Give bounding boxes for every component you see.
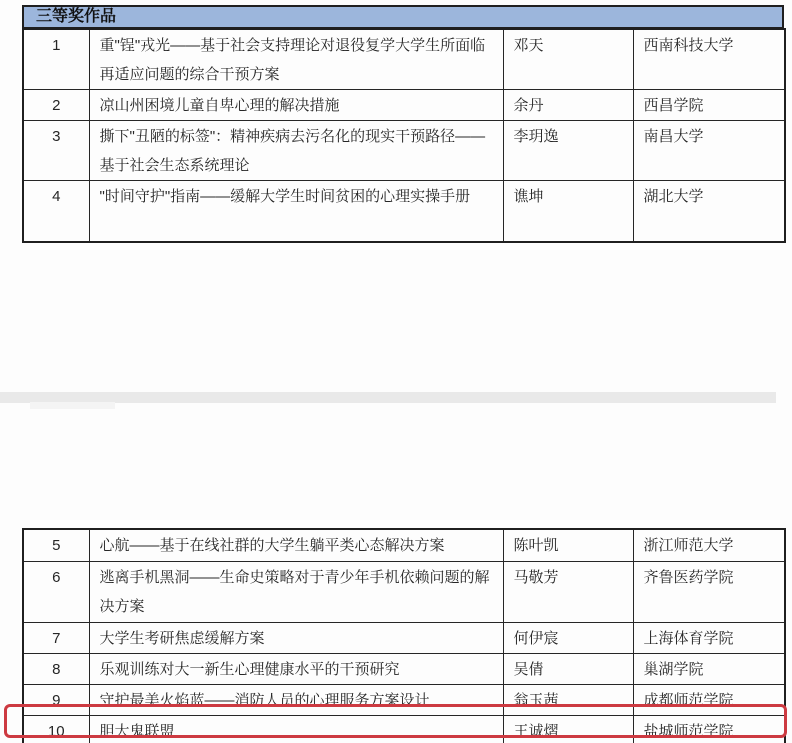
rank-cell: 7 <box>23 622 89 653</box>
title-cell: 逃离手机黑洞——生命史策略对于青少年手机依赖问题的解决方案 <box>89 561 503 622</box>
school-cell: 上海体育学院 <box>633 622 785 653</box>
table-row <box>23 622 785 653</box>
table-row <box>23 561 785 622</box>
rank-cell: 4 <box>23 181 89 242</box>
title-cell: "时间守护"指南——缓解大学生时间贫困的心理实操手册 <box>89 181 503 242</box>
school-cell: 西昌学院 <box>633 90 785 121</box>
author-cell: 翁玉茜 <box>503 684 633 715</box>
rank-cell: 5 <box>23 529 89 561</box>
table-row <box>23 653 785 684</box>
table-row <box>23 715 785 743</box>
author-cell: 陈叶凯 <box>503 529 633 561</box>
author-cell: 邓天 <box>503 29 633 90</box>
table-row <box>23 90 785 121</box>
school-cell: 浙江师范大学 <box>633 529 785 561</box>
award-table-page1 <box>22 28 786 243</box>
title-cell: 撕下"丑陋的标签"：精神疾病去污名化的现实干预路径——基于社会生态系统理论 <box>89 121 503 181</box>
rank-cell: 2 <box>23 90 89 121</box>
school-cell: 成都师范学院 <box>633 684 785 715</box>
author-cell: 吴倩 <box>503 653 633 684</box>
school-cell: 南昌大学 <box>633 121 785 181</box>
rank-cell: 8 <box>23 653 89 684</box>
rank-cell: 1 <box>23 29 89 90</box>
award-section-header: 三等奖作品 <box>22 5 784 29</box>
table-row <box>23 529 785 561</box>
table-row <box>23 121 785 181</box>
author-cell: 王诚熠 <box>503 715 633 743</box>
school-cell: 齐鲁医药学院 <box>633 561 785 622</box>
school-cell: 盐城师范学院 <box>633 715 785 743</box>
title-cell: 凉山州困境儿童自卑心理的解决措施 <box>89 90 503 121</box>
school-cell: 湖北大学 <box>633 181 785 242</box>
author-cell: 何伊宸 <box>503 622 633 653</box>
school-cell: 巢湖学院 <box>633 653 785 684</box>
table-row <box>23 181 785 242</box>
rank-cell: 9 <box>23 684 89 715</box>
author-cell: 谯坤 <box>503 181 633 242</box>
school-cell: 西南科技大学 <box>633 29 785 90</box>
award-table-page2 <box>22 528 786 743</box>
title-cell: 大学生考研焦虑缓解方案 <box>89 622 503 653</box>
author-cell: 马敬芳 <box>503 561 633 622</box>
title-cell: 心航——基于在线社群的大学生躺平类心态解决方案 <box>89 529 503 561</box>
rank-cell: 6 <box>23 561 89 622</box>
author-cell: 余丹 <box>503 90 633 121</box>
page-separator-band <box>0 392 776 403</box>
table-row <box>23 29 785 90</box>
title-cell: 乐观训练对大一新生心理健康水平的干预研究 <box>89 653 503 684</box>
scan-artifact-smudge <box>30 402 115 409</box>
author-cell: 李玥逸 <box>503 121 633 181</box>
rank-cell: 10 <box>23 715 89 743</box>
rank-cell: 3 <box>23 121 89 181</box>
title-cell: 胆大鬼联盟 <box>89 715 503 743</box>
table-row <box>23 684 785 715</box>
title-cell: 守护最美火焰蓝——消防人员的心理服务方案设计 <box>89 684 503 715</box>
title-cell: 重"锃"戎光——基于社会支持理论对退役复学大学生所面临再适应问题的综合干预方案 <box>89 29 503 90</box>
